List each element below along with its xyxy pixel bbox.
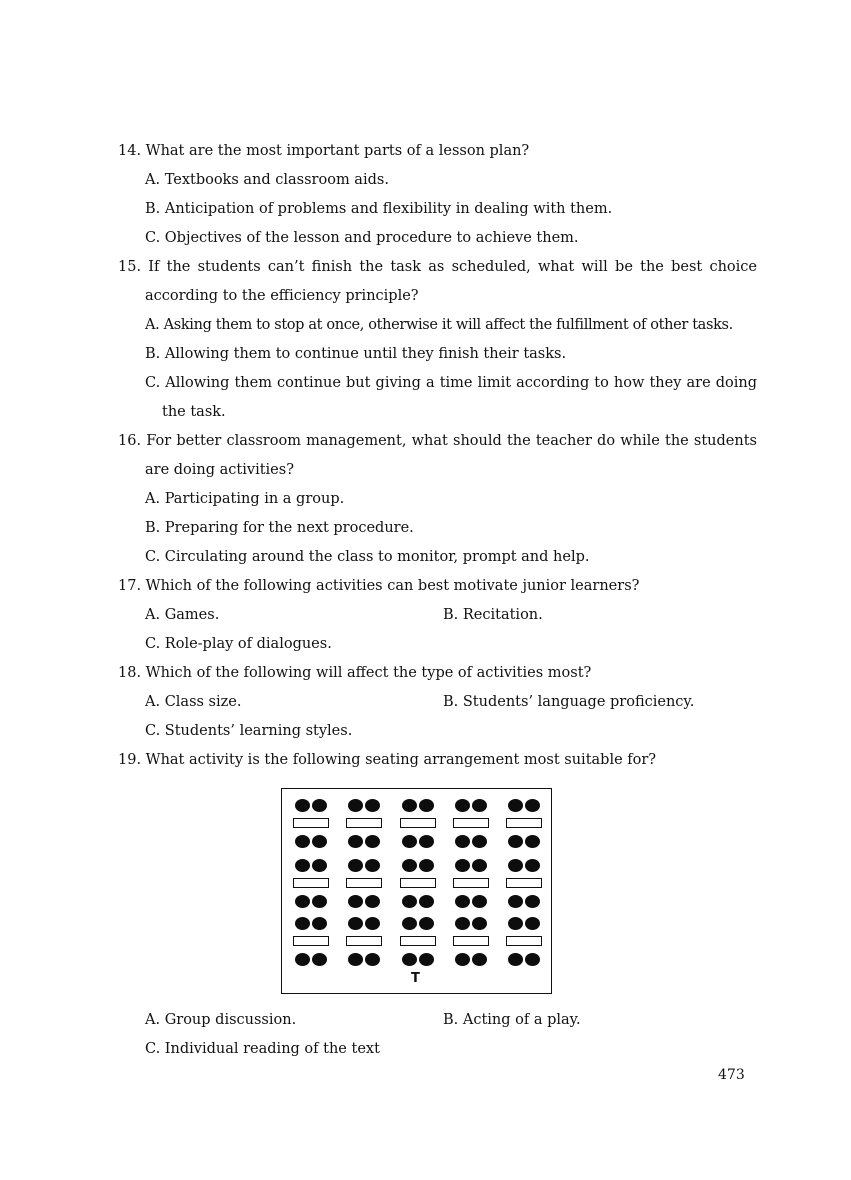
question-14-option-a: A. Textbooks and classroom aids. [145, 172, 389, 188]
question-16-stem-line2: are doing activities? [145, 462, 294, 478]
student-dot [525, 895, 540, 908]
student-dot [508, 895, 523, 908]
question-15-option-c-line2: the task. [162, 404, 226, 420]
student-dot [508, 953, 523, 966]
student-dot [295, 917, 310, 930]
question-19-option-c: C. Individual reading of the text [145, 1041, 380, 1057]
student-dot [472, 953, 487, 966]
student-dot [348, 917, 363, 930]
desk-rect [293, 878, 329, 888]
student-dot [419, 917, 434, 930]
student-dot [419, 835, 434, 848]
question-19-option-b: B. Acting of a play. [443, 1012, 581, 1028]
student-dot [365, 895, 380, 908]
question-15-option-a: A. Asking them to stop at once, otherwise it will affect the fulfillment of other tasks. [145, 317, 733, 333]
question-19-option-a: A. Group discussion. [145, 1012, 297, 1028]
student-dot [348, 799, 363, 812]
desk-rect [400, 878, 436, 888]
question-14-option-b: B. Anticipation of problems and flexibility in dealing with them. [145, 201, 613, 217]
student-dot [525, 799, 540, 812]
desk-rect [293, 818, 329, 828]
student-dot [295, 953, 310, 966]
student-dot [455, 859, 470, 872]
student-dot [419, 859, 434, 872]
question-15-option-c-line1: C. Allowing them continue but giving a time limit according to how they are doing [145, 375, 757, 391]
student-dot [402, 835, 417, 848]
student-dot [508, 835, 523, 848]
student-dot [402, 953, 417, 966]
desk-rect [346, 818, 382, 828]
student-dot [455, 835, 470, 848]
question-16-option-a: A. Participating in a group. [145, 491, 345, 507]
student-dot [312, 895, 327, 908]
student-dot [365, 859, 380, 872]
desk-rect [453, 936, 489, 946]
desk-rect [453, 818, 489, 828]
student-dot [365, 917, 380, 930]
question-17-option-a: A. Games. [145, 607, 220, 623]
student-dot [472, 917, 487, 930]
question-18-option-a: A. Class size. [145, 694, 242, 710]
question-17-option-c: C. Role-play of dialogues. [145, 636, 332, 652]
question-14-option-c: C. Objectives of the lesson and procedure to achieve them. [145, 230, 579, 246]
student-dot [365, 799, 380, 812]
student-dot [348, 953, 363, 966]
student-dot [365, 953, 380, 966]
student-dot [312, 917, 327, 930]
student-dot [295, 859, 310, 872]
student-dot [402, 895, 417, 908]
student-dot [312, 953, 327, 966]
question-16-option-c: C. Circulating around the class to monitor, prompt and help. [145, 549, 590, 565]
student-dot [295, 799, 310, 812]
student-dot [508, 799, 523, 812]
question-14-stem: 14. What are the most important parts of a lesson plan? [118, 143, 530, 159]
student-dot [365, 835, 380, 848]
student-dot [455, 917, 470, 930]
student-dot [402, 799, 417, 812]
seating-arrangement-diagram [281, 788, 552, 994]
student-dot [402, 859, 417, 872]
desk-rect [506, 936, 542, 946]
student-dot [525, 835, 540, 848]
student-dot [472, 895, 487, 908]
desk-rect [400, 818, 436, 828]
student-dot [419, 895, 434, 908]
student-dot [348, 859, 363, 872]
desk-rect [506, 878, 542, 888]
desk-rect [293, 936, 329, 946]
student-dot [348, 895, 363, 908]
question-18-option-c: C. Students’ learning styles. [145, 723, 353, 739]
question-15-stem-line2: according to the efficiency principle? [145, 288, 419, 304]
desk-rect [506, 818, 542, 828]
question-16-option-b: B. Preparing for the next procedure. [145, 520, 414, 536]
student-dot [455, 953, 470, 966]
student-dot [312, 799, 327, 812]
student-dot [402, 917, 417, 930]
desk-rect [453, 878, 489, 888]
student-dot [312, 835, 327, 848]
student-dot [472, 799, 487, 812]
student-dot [455, 895, 470, 908]
student-dot [295, 835, 310, 848]
student-dot [525, 917, 540, 930]
student-dot [312, 859, 327, 872]
student-dot [508, 917, 523, 930]
student-dot [472, 859, 487, 872]
student-dot [472, 835, 487, 848]
desk-rect [400, 936, 436, 946]
desk-rect [346, 936, 382, 946]
question-15-option-b: B. Allowing them to continue until they finish their tasks. [145, 346, 567, 362]
question-17-stem: 17. Which of the following activities can best motivate junior learners? [118, 578, 640, 594]
page-number: 473 [718, 1067, 745, 1083]
question-17-option-b: B. Recitation. [443, 607, 543, 623]
desk-rect [346, 878, 382, 888]
question-15-stem-line1: 15. If the students can’t finish the task as scheduled, what will be the best choice [118, 259, 757, 275]
question-18-option-b: B. Students’ language proficiency. [443, 694, 695, 710]
student-dot [295, 895, 310, 908]
student-dot [455, 799, 470, 812]
student-dot [525, 859, 540, 872]
question-16-stem-line1: 16. For better classroom management, what should the teacher do while the students [118, 433, 757, 449]
student-dot [419, 799, 434, 812]
question-18-stem: 18. Which of the following will affect the type of activities most? [118, 665, 592, 681]
question-19-stem: 19. What activity is the following seating arrangement most suitable for? [118, 752, 657, 768]
teacher-label: T [411, 971, 420, 986]
student-dot [525, 953, 540, 966]
student-dot [348, 835, 363, 848]
student-dot [419, 953, 434, 966]
student-dot [508, 859, 523, 872]
